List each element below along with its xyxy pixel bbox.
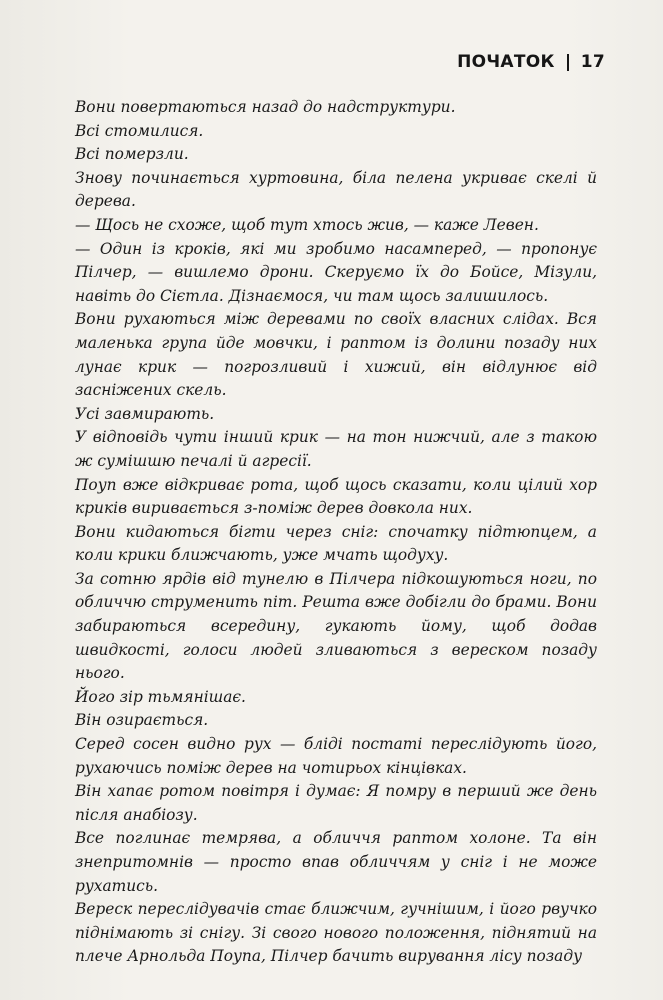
paragraph: — Щось не схоже, щоб тут хтось жив, — каже Левен. bbox=[75, 215, 539, 234]
paragraph: Все поглинає темрява, а обличчя раптом холоне. Та він знепритомнів — просто впав обличчям у сніг і не може рухатись. bbox=[75, 829, 597, 895]
paragraph: Вони кидаються бігти через сніг: спочатку підтюпцем, а коли крики ближчають, уже мчать щодуху. bbox=[75, 522, 597, 565]
paragraph: Вони рухаються між деревами по своїх власних слідах. Вся маленька група йде мовчки, і раптом із долини позаду них лунає крик — погрозливий і хижий, він відлунює від засніжених скель. bbox=[75, 310, 597, 400]
paragraph: — Один із кроків, які ми зробимо насамперед, — пропонує Пілчер, — вишлемо дрони. Скеруємо їх до Бойсе, Мізули, навіть до Сієтла. Дізнаємося, чи там щось залишилось. bbox=[75, 239, 597, 305]
paragraph: Всі померзли. bbox=[75, 145, 189, 164]
paragraph: Всі стомилися. bbox=[75, 121, 204, 140]
paragraph: Усі завмирають. bbox=[75, 404, 215, 423]
paragraph: Вони повертаються назад до надструктури. bbox=[75, 98, 456, 116]
chapter-title: ПОЧАТОК bbox=[457, 52, 555, 72]
body-text bbox=[75, 96, 597, 969]
paragraph: Серед сосен видно рух — бліді постаті переслідують його, рухаючись поміж дерев на чотирьох кінцівках. bbox=[75, 735, 597, 777]
paragraph: Поуп вже відкриває рота, щоб щось сказати, коли цілий хор криків виривається з-поміж дерев довкола них. bbox=[75, 475, 597, 518]
running-header bbox=[457, 52, 605, 72]
paragraph: Він хапає ротом повітря і думає: Я помру в перший же день після анабіозу. bbox=[75, 782, 597, 824]
header-separator bbox=[567, 54, 569, 71]
paragraph: Він озирається. bbox=[75, 711, 209, 730]
paragraph: Його зір тьмянішає. bbox=[75, 687, 246, 706]
paragraph: За сотню ярдів від тунелю в Пілчера підкошуються ноги, по обличчю струменить піт. Решта вже добігли до брами. Вони забираються всередину, гукають йому, щоб додав швидкості, голоси людей зливаються з вереском позаду нього. bbox=[75, 569, 597, 683]
paragraph: У відповідь чути інший крик — на тон нижчий, але з такою ж сумішшю печалі й агресії. bbox=[75, 428, 597, 470]
paragraph: Вереск переслідувачів стає ближчим, гучнішим, і його рвучко піднімають зі снігу. Зі свого нового положення, піднятий на плече Арнольда Поупа, Пілчер бачить вирування лісу позаду bbox=[75, 900, 597, 966]
page-number: 17 bbox=[580, 52, 605, 72]
paragraph: Знову починається хуртовина, біла пелена укриває скелі й дерева. bbox=[75, 168, 597, 211]
